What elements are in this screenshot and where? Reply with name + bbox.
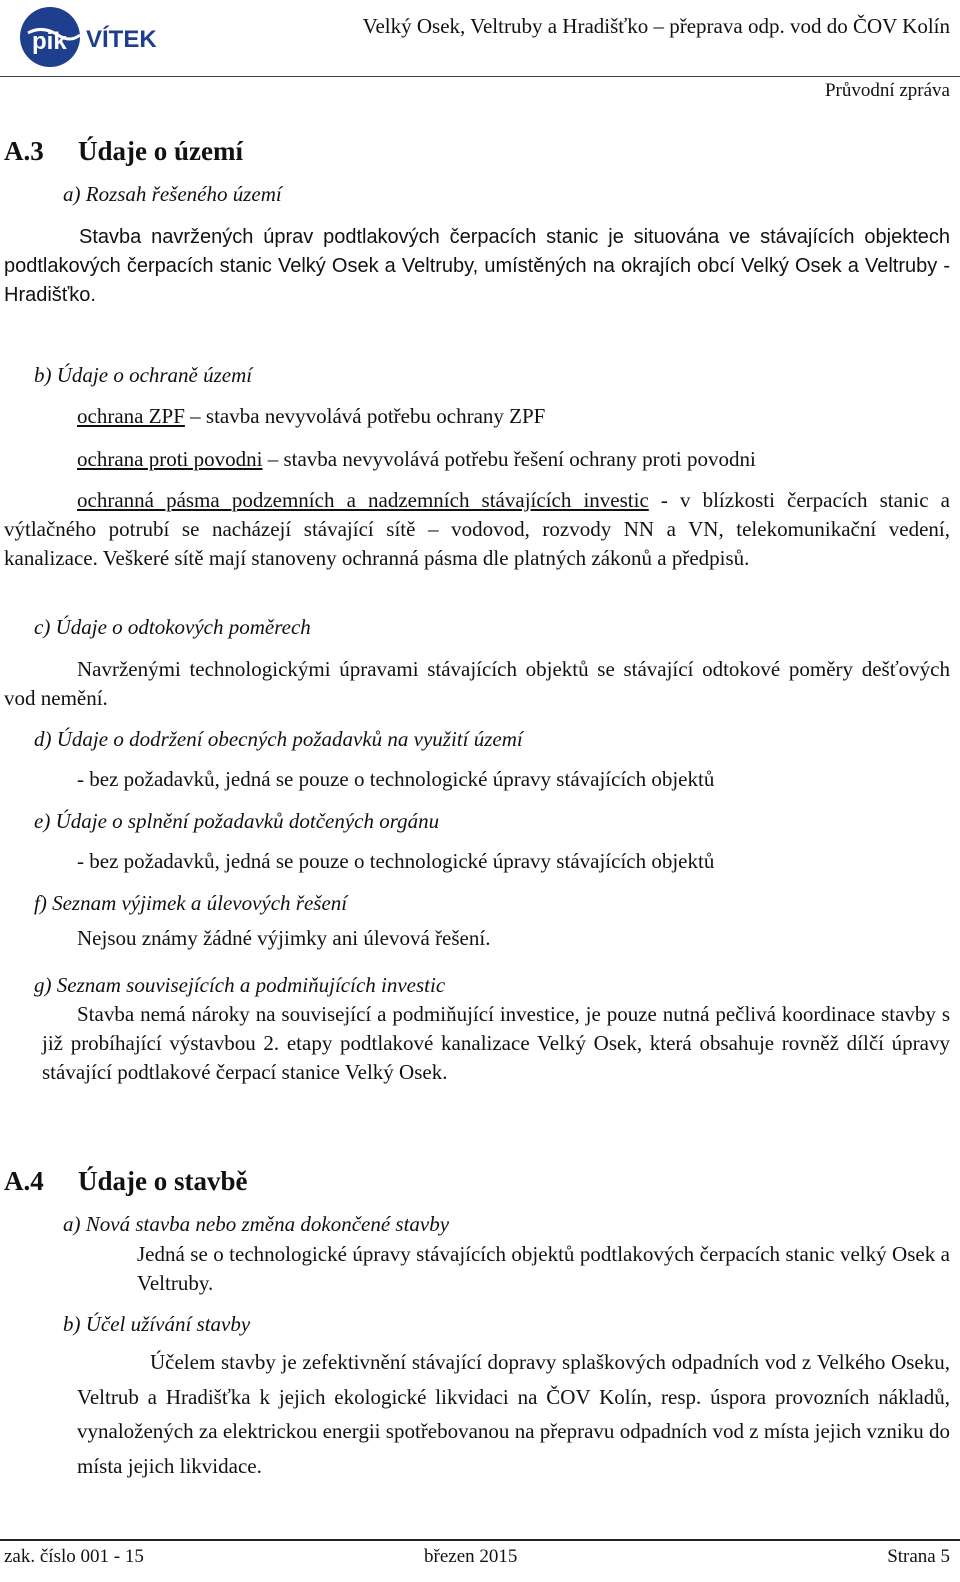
- paragraph: ochranná pásma podzemních a nadzemních stávajících investic - v blízkosti čerpacích stanic a výtlačného potrubí se nacházejí stávající sítě – vodovod, rozvody NN a VN, telekomunikační vedení, kanalizace. Veškeré sítě mají stanoveny ochranná pásma dle platných zákonů a předpisů.: [4, 488, 950, 570]
- footer-divider: [0, 1539, 960, 1541]
- paragraph: Nejsou známy žádné výjimky ani úlevová řešení.: [77, 926, 491, 950]
- section-title: Údaje o stavbě: [78, 1166, 248, 1196]
- paragraph: - bez požadavků, jedná se pouze o technologické úpravy stávajících objektů: [77, 767, 715, 791]
- subsection-heading: a) Rozsah řešeného území: [63, 182, 282, 206]
- section-a4-heading: [4, 1166, 248, 1197]
- svg-text:pik: pik: [32, 28, 67, 55]
- subsection-heading: b) Údaje o ochraně území: [34, 363, 253, 387]
- subsection-heading: f) Seznam výjimek a úlevových řešení: [34, 891, 348, 915]
- underlined-term: ochranná pásma podzemních a nadzemních stávajících investic: [77, 488, 649, 512]
- header-divider: [0, 76, 960, 77]
- footer-page-number: Strana 5: [887, 1546, 950, 1567]
- underlined-term: ochrana ZPF: [77, 404, 185, 428]
- paragraph: ochrana proti povodni – stavba nevyvolává potřebu řešení ochrany proti povodni: [77, 447, 756, 471]
- underlined-term: ochrana proti povodni: [77, 447, 263, 471]
- section-number: A.3: [4, 136, 44, 166]
- footer-contract-number: zak. číslo 001 - 15: [4, 1546, 144, 1567]
- paragraph: - bez požadavků, jedná se pouze o technologické úpravy stávajících objektů: [77, 849, 715, 873]
- section-a3-heading: [4, 136, 243, 167]
- paragraph: Stavba nemá nároky na související a podmiňující investice, je pouze nutná pečlivá koordinace stavby s již probíhající výstavbou 2. etapy podtlakové kanalizace Velký Osek, která obsahuje rovněž dílčí úpravy stávající podtlakové čerpací stanice Velký Osek.: [42, 1002, 950, 1084]
- svg-text:VÍTEK: VÍTEK: [86, 26, 157, 53]
- paragraph: Stavba navržených úprav podtlakových čerpacích stanic je situována ve stávajících objektech podtlakových čerpacích stanic Velký Osek a Veltruby, umístěných na okrajích obcí Velký Osek a Veltruby - Hradišťko.: [4, 226, 950, 306]
- section-number: A.4: [4, 1166, 44, 1196]
- subsection-heading: e) Údaje o splnění požadavků dotčených orgánu: [34, 809, 440, 833]
- paragraph: Účelem stavby je zefektivnění stávající dopravy splaškových odpadních vod z Velkého Oseku, Veltrub a Hradišťka k jejich ekologické likvidaci na ČOV Kolín, resp. úspora provozních nákladů, vynaložených za elektrickou energii spotřebovanou na přepravu odpadních vod z místa jejich vzniku do místa jejich likvidace.: [77, 1350, 950, 1478]
- paragraph: ochrana ZPF – stavba nevyvolává potřebu ochrany ZPF: [77, 404, 546, 428]
- subsection-heading: a) Nová stavba nebo změna dokončené stavby: [63, 1212, 450, 1236]
- paragraph: Jedná se o technologické úpravy stávajících objektů podtlakových čerpacích stanic velký Osek a Veltruby.: [137, 1242, 950, 1295]
- footer-date: březen 2015: [424, 1546, 518, 1567]
- document-type: Průvodní zpráva: [824, 80, 950, 101]
- section-title: Údaje o území: [78, 136, 243, 166]
- subsection-heading: g) Seznam souvisejících a podmiňujících investic: [34, 973, 446, 997]
- subsection-heading: c) Údaje o odtokových poměrech: [34, 615, 311, 639]
- header-title: Velký Osek, Veltruby a Hradišťko – přeprava odp. vod do ČOV Kolín: [362, 14, 950, 38]
- subsection-heading: b) Účel užívání stavby: [63, 1312, 251, 1336]
- subsection-heading: d) Údaje o dodržení obecných požadavků na využití území: [34, 727, 523, 751]
- company-logo: [18, 5, 178, 69]
- paragraph: Navrženými technologickými úpravami stávajících objektů se stávající odtokové poměry dešťových vod nemění.: [4, 657, 950, 710]
